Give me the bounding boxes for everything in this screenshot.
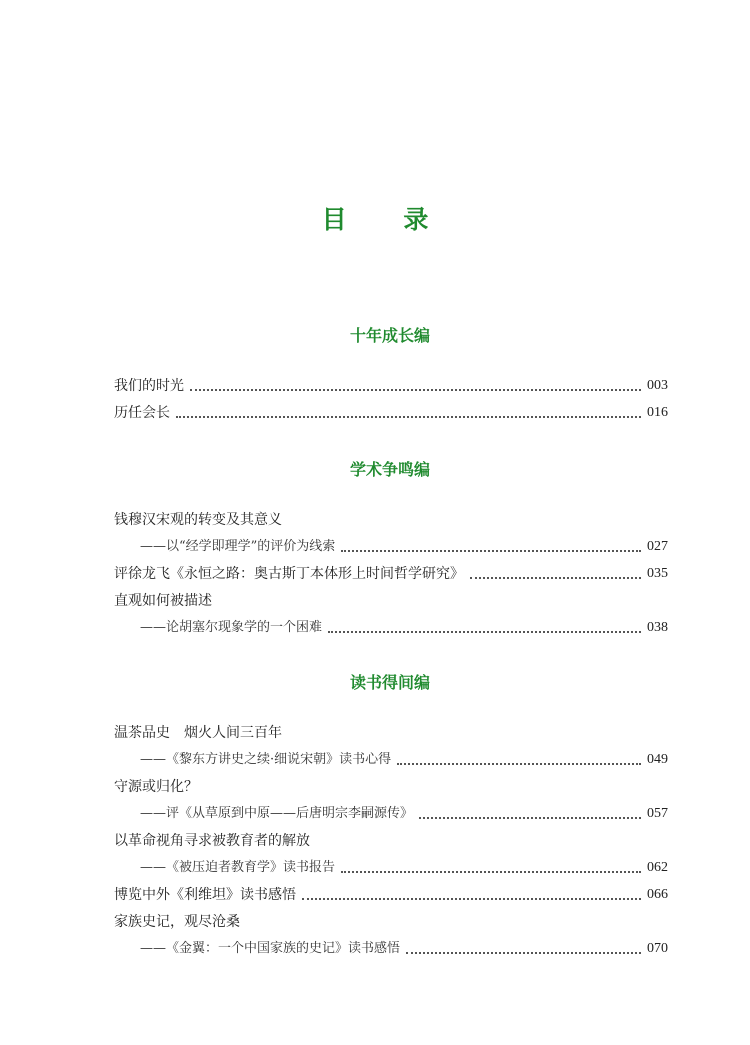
toc-entry-title: 直观如何被描述 [114,593,212,609]
toc-entry-title: 历任会长 [114,405,170,421]
dot-leader [341,550,641,552]
toc-entry[interactable] [114,506,668,530]
toc-entry-page: 070 [647,941,668,956]
toc-entry-page: 049 [647,752,668,767]
toc-entry-title: 守源或归化？ [114,779,198,795]
toc-entry[interactable] [114,587,668,611]
toc-entry[interactable] [114,773,668,797]
page-title: 目 录 [321,205,453,234]
dot-leader [302,898,641,900]
toc-entry-title: ——《黎东方讲史之续·细说宋朝》读书心得 [140,752,392,767]
toc-entry-page: 066 [647,887,668,902]
toc-entry-title: 评徐龙飞《永恒之路：奥古斯丁本体形上时间哲学研究》 [114,566,464,582]
toc-entry-title: ——以“经学即理学”的评价为线索 [140,539,336,554]
toc-entry-title: ——评《从草原到中原——后唐明宗李嗣源传》 [140,806,414,821]
toc-entry-page: 016 [647,405,668,420]
toc-entry-title: 博览中外《利维坦》读书感悟 [114,887,296,903]
dot-leader [470,577,641,579]
section-heading-1: 十年成长编 [349,326,430,345]
toc-entry-title: 以革命视角寻求被教育者的解放 [114,833,310,849]
toc-entry-title: ——《被压迫者教育学》读书报告 [140,860,336,875]
toc-entry-page: 035 [647,566,668,581]
toc-entry-subtitle[interactable] [140,800,668,824]
dot-leader [328,631,641,633]
toc-entry[interactable] [114,399,668,423]
toc-entry[interactable] [114,719,668,743]
toc-entry-title: 温茶品史 烟火人间三百年 [114,725,282,741]
toc-entry-page: 027 [647,539,668,554]
dot-leader [341,871,641,873]
toc-entry-title: 我们的时光 [114,378,184,394]
toc-entry-subtitle[interactable] [140,614,668,638]
dot-leader [406,952,641,954]
toc-entry[interactable] [114,372,668,396]
toc-entry-page: 003 [647,378,668,393]
dot-leader [419,817,641,819]
toc-entry-title: 钱穆汉宋观的转变及其意义 [114,512,282,528]
toc-entry[interactable] [114,560,668,584]
dot-leader [190,389,641,391]
section-heading-2: 学术争鸣编 [349,460,430,479]
toc-entry-page: 038 [647,620,668,635]
toc-entry[interactable] [114,908,668,932]
dot-leader [397,763,641,765]
toc-entry-subtitle[interactable] [140,533,668,557]
dot-leader [176,416,641,418]
section-heading-3: 读书得间编 [349,673,430,692]
toc-entry-title: ——论胡塞尔现象学的一个困难 [140,620,323,635]
toc-entry-subtitle[interactable] [140,746,668,770]
toc-entry-page: 057 [647,806,668,821]
toc-entry[interactable] [114,881,668,905]
toc-entry-title: ——《金翼：一个中国家族的史记》读书感悟 [140,941,401,956]
toc-entry-subtitle[interactable] [140,854,668,878]
toc-entry[interactable] [114,827,668,851]
toc-entry-subtitle[interactable] [140,935,668,959]
toc-entry-title: 家族史记，观尽沧桑 [114,914,240,930]
toc-entry-page: 062 [647,860,668,875]
